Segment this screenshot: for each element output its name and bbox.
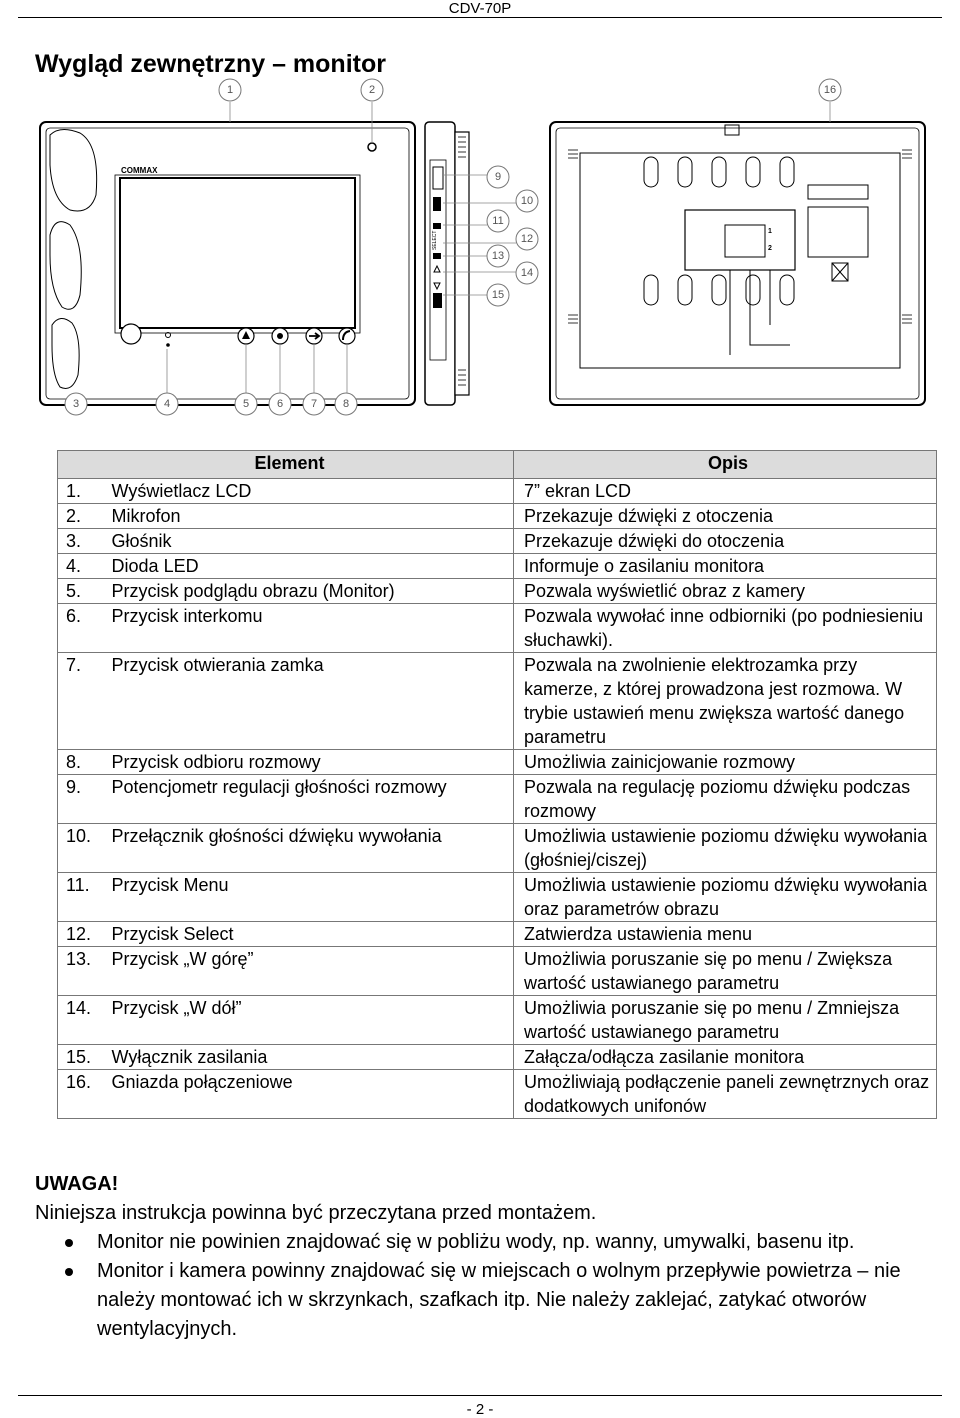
- row-element: Wyświetlacz LCD: [112, 479, 514, 504]
- brand-logo: COMMAX: [121, 166, 158, 175]
- row-element: Przełącznik głośności dźwięku wywołania: [112, 824, 514, 873]
- row-number: 4.: [58, 554, 112, 579]
- row-description: Przekazuje dźwięki do otoczenia: [513, 529, 936, 554]
- row-number: 1.: [58, 479, 112, 504]
- bullet-icon: [65, 1268, 73, 1276]
- table-row: [58, 579, 937, 604]
- row-number: 5.: [58, 579, 112, 604]
- menu-button[interactable]: [433, 223, 441, 229]
- microphone: [368, 143, 376, 151]
- callout-16: [819, 79, 841, 101]
- table-row: [58, 504, 937, 529]
- back-view: [550, 122, 925, 405]
- warning-intro: Niniejsza instrukcja powinna być przeczytana przed montażem.: [35, 1202, 597, 1224]
- row-number: 13.: [58, 947, 112, 996]
- terminal-label-1: 1: [768, 228, 772, 235]
- svg-text:7: 7: [310, 398, 318, 410]
- row-description: Zatwierdza ustawienia menu: [513, 922, 936, 947]
- row-description: Umożliwia zainicjowanie rozmowy: [513, 750, 936, 775]
- row-number: 14.: [58, 996, 112, 1045]
- row-description: Załącza/odłącza zasilanie monitora: [513, 1045, 936, 1070]
- callout-3: [65, 393, 87, 415]
- header-rule: [18, 17, 942, 18]
- row-description: Pozwala wywołać inne odbiorniki (po podniesieniu słuchawki).: [513, 604, 936, 653]
- lcd-screen: [120, 178, 355, 328]
- callout-12: [516, 228, 538, 250]
- warning-note: [35, 1170, 930, 1344]
- row-element: Przycisk „W dół”: [112, 996, 514, 1045]
- callout-1: [219, 79, 241, 101]
- svg-text:5: 5: [242, 398, 250, 410]
- talk-button[interactable]: [339, 328, 355, 344]
- terminal-label-2: 2: [768, 245, 772, 252]
- callout-7: [303, 393, 325, 415]
- table-row: [58, 873, 937, 922]
- warning-heading: UWAGA!: [35, 1173, 119, 1195]
- svg-text:13: 13: [491, 250, 505, 262]
- row-element: Przycisk otwierania zamka: [112, 653, 514, 750]
- callout-8: [335, 393, 357, 415]
- table-row: [58, 775, 937, 824]
- row-number: 10.: [58, 824, 112, 873]
- row-description: Pozwala wyświetlić obraz z kamery: [513, 579, 936, 604]
- row-element: Potencjometr regulacji głośności rozmowy: [112, 775, 514, 824]
- callout-10: [516, 190, 538, 212]
- ringer-volume-switch[interactable]: [433, 197, 441, 211]
- row-number: 15.: [58, 1045, 112, 1070]
- connection-terminals: [685, 210, 795, 270]
- model-name: CDV-70P: [448, 0, 512, 17]
- row-number: 3.: [58, 529, 112, 554]
- svg-text:11: 11: [492, 215, 504, 227]
- select-button[interactable]: [433, 253, 441, 259]
- svg-text:16: 16: [823, 84, 837, 96]
- row-description: Umożliwia poruszanie się po menu / Zmniejsza wartość ustawianego parametru: [513, 996, 936, 1045]
- row-element: Przycisk podglądu obrazu (Monitor): [112, 579, 514, 604]
- elements-table: [57, 450, 937, 1119]
- bullet-icon: [65, 1239, 73, 1247]
- row-description: Przekazuje dźwięki z otoczenia: [513, 504, 936, 529]
- page-header: [0, 0, 960, 18]
- speaker-grille: [121, 324, 141, 344]
- row-description: Umożliwia ustawienie poziomu dźwięku wywołania (głośniej/ciszej): [513, 824, 936, 873]
- table-row: [58, 653, 937, 750]
- list-item-text: Monitor nie powinien znajdować się w pobliżu wody, np. wanny, umywalki, basenu itp.: [97, 1231, 855, 1253]
- svg-text:6: 6: [276, 398, 284, 410]
- row-element: Mikrofon: [112, 504, 514, 529]
- callout-11: [487, 210, 509, 232]
- callout-9: [487, 166, 509, 188]
- svg-text:10: 10: [520, 195, 534, 207]
- callout-15: [487, 284, 509, 306]
- table-row: [58, 922, 937, 947]
- callout-6: [269, 393, 291, 415]
- svg-text:1: 1: [226, 84, 234, 96]
- callout-14: [516, 262, 538, 284]
- row-number: 7.: [58, 653, 112, 750]
- svg-text:9: 9: [494, 171, 502, 183]
- row-element: Wyłącznik zasilania: [112, 1045, 514, 1070]
- row-number: 9.: [58, 775, 112, 824]
- monitor-diagram: [30, 75, 930, 425]
- row-number: 11.: [58, 873, 112, 922]
- row-element: Przycisk Menu: [112, 873, 514, 922]
- table-row: [58, 604, 937, 653]
- table-row: [58, 996, 937, 1045]
- header-element: Element: [58, 451, 514, 479]
- select-label: SELECT: [432, 230, 438, 250]
- row-element: Przycisk „W górę”: [112, 947, 514, 996]
- row-element: Przycisk odbioru rozmowy: [112, 750, 514, 775]
- header-description: Opis: [513, 451, 936, 479]
- table-row: [58, 529, 937, 554]
- front-view: [40, 122, 415, 405]
- page-title: Wygląd zewnętrzny – monitor: [35, 50, 386, 78]
- callout-2: [361, 79, 383, 101]
- row-element: Przycisk Select: [112, 922, 514, 947]
- row-description: Informuje o zasilaniu monitora: [513, 554, 936, 579]
- row-description: Pozwala na zwolnienie elektrozamka przy kamerze, z której prowadzona jest rozmowa. W trybie ustawień menu zwiększa wartość danego parametru: [513, 653, 936, 750]
- warning-list: [35, 1228, 930, 1344]
- list-item: [97, 1228, 930, 1257]
- row-description: Pozwala na regulację poziomu dźwięku podczas rozmowy: [513, 775, 936, 824]
- row-element: Gniazda połączeniowe: [112, 1070, 514, 1119]
- table-row: [58, 750, 937, 775]
- row-description: Umożliwiają podłączenie paneli zewnętrznych oraz dodatkowych unifonów: [513, 1070, 936, 1119]
- table-row: [58, 554, 937, 579]
- table-row: [58, 479, 937, 504]
- callout-13: [487, 245, 509, 267]
- row-number: 12.: [58, 922, 112, 947]
- row-description: Umożliwia poruszanie się po menu / Zwiększa wartość ustawianego parametru: [513, 947, 936, 996]
- list-item: [97, 1257, 930, 1344]
- svg-text:4: 4: [163, 398, 171, 410]
- footer-rule: [18, 1395, 942, 1396]
- table-row: [58, 824, 937, 873]
- row-element: Przycisk interkomu: [112, 604, 514, 653]
- power-switch[interactable]: [433, 293, 442, 308]
- list-item-text: Monitor i kamera powinny znajdować się w miejscach o wolnym przepływie powietrza – nie należy montować ich w skrzynkach, szafkach itp. Nie należy zaklejać, zatykać otworów wentylacyjnych.: [97, 1260, 901, 1340]
- table-row: [58, 947, 937, 996]
- page-number: - 2 -: [466, 1401, 494, 1418]
- svg-text:12: 12: [520, 233, 534, 245]
- row-description: 7” ekran LCD: [513, 479, 936, 504]
- svg-text:2: 2: [368, 84, 376, 96]
- side-view: [425, 122, 469, 405]
- row-description: Umożliwia ustawienie poziomu dźwięku wywołania oraz parametrów obrazu: [513, 873, 936, 922]
- table-row: [58, 1045, 937, 1070]
- row-element: Dioda LED: [112, 554, 514, 579]
- svg-text:14: 14: [520, 267, 534, 279]
- row-number: 2.: [58, 504, 112, 529]
- svg-text:8: 8: [342, 398, 350, 410]
- svg-text:3: 3: [72, 398, 80, 410]
- row-element: Głośnik: [112, 529, 514, 554]
- row-number: 8.: [58, 750, 112, 775]
- table-header-row: [58, 451, 937, 479]
- callout-4: [156, 393, 178, 415]
- row-number: 16.: [58, 1070, 112, 1119]
- callout-5: [235, 393, 257, 415]
- volume-potentiometer[interactable]: [433, 167, 443, 189]
- table-row: [58, 1070, 937, 1119]
- row-number: 6.: [58, 604, 112, 653]
- svg-text:15: 15: [491, 289, 505, 301]
